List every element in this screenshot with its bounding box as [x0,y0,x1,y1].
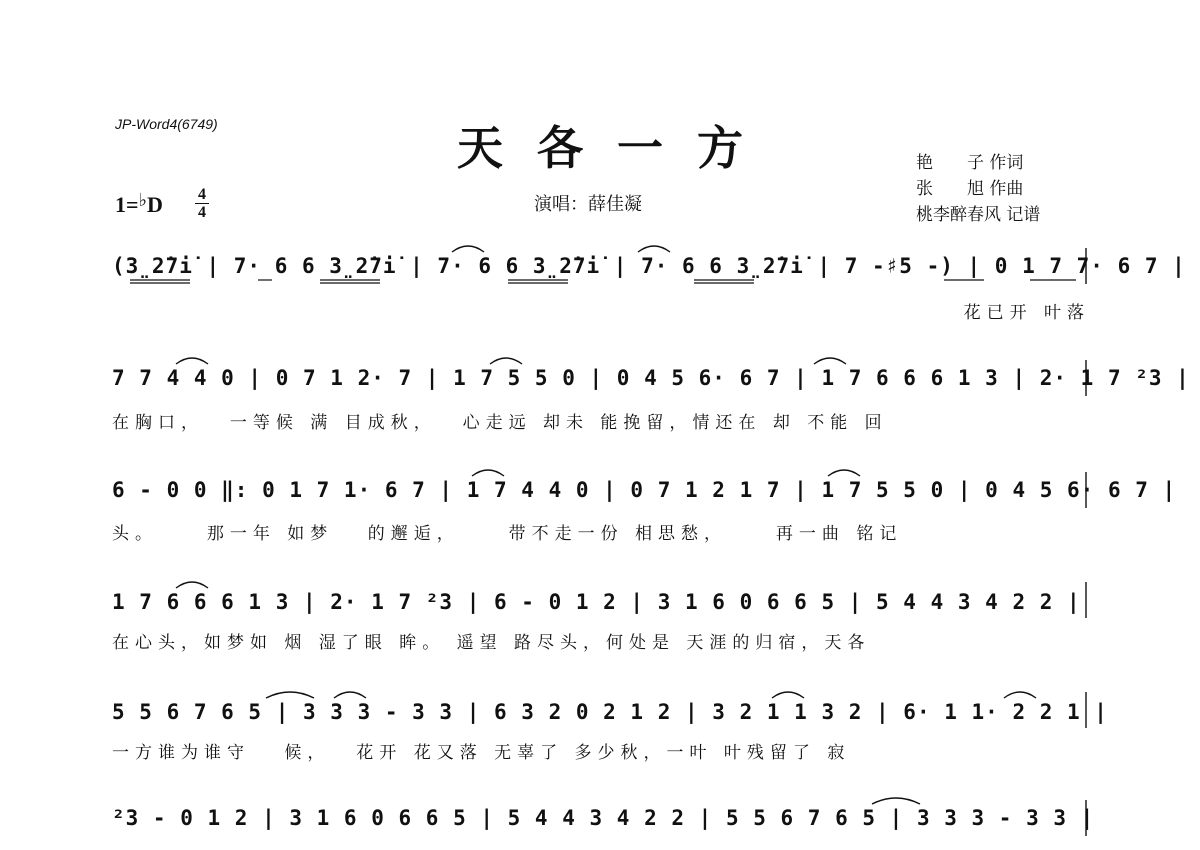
lyric-line-5: 一方谁为谁守 候， 花开 花又落 无辜了 多少秋，一叶 叶残留了 寂 [112,743,851,763]
singer-credit: 演唱：薛佳凝 [534,194,642,215]
song-title: 天各一方 [457,121,777,175]
lyric-line-4: 在心头，如梦如 烟 湿了眼 眸。 遥望 路尽头，何处是 天涯的归宿，天各 [112,633,871,653]
notation-line-6: ²3 - 0 1 2 | 3 1 6 0 6 6 5 | 5 4 4 3 4 2 2 | 5 5 6 7 6 5 | 3 3 3 - 3 3 | [112,806,1095,830]
notation-line-4: 1 7 6 6 6 1 3 | 2· 1 7 ²3 | 6 - 0 1 2 | 3 1 6 0 6 6 5 | 5 4 4 3 4 2 2 | [112,590,1081,614]
lyricist-credit: 艳 子 作词 [916,153,1024,173]
key-note: D [147,192,163,217]
lyric-line-3: 头。 那一年 如梦 的邂逅， 带不走一份 相思愁， 再一曲 铭记 [112,524,903,544]
notation-line-5: 5 5 6 7 6 5 | 3 3 3 - 3 3 | 6 3 2 0 2 1 2 | 3 2 1 1 3 2 | 6· 1 1· 2 2 1 | [112,700,1108,724]
notation-line-1: (3̤2̇7i̇ | 7· 6 6 3̤2̇7i̇ | 7· 6 6 3̤2̇7i̇ | 7· 6 6 3̤2̇7i̇ | 7 -♯5 -) | 0 1 7 7· 6 7 | [112,254,1186,278]
meter-top: 4 [198,186,206,203]
lyric-line-1: 花已开 叶落 [963,303,1090,323]
key-prefix: 1= [115,192,139,217]
meter-bottom: 4 [198,204,206,221]
flat-icon: ♭ [138,190,148,210]
composer-credit: 张 旭 作曲 [916,179,1024,199]
transcriber-credit: 桃李醉春风 记谱 [916,205,1041,225]
notation-line-3: 6 - 0 0 ‖: 0 1 7 1· 6 7 | 1 7 4 4 0 | 0 7 1 2 1 7 | 1 7 5 5 0 | 0 4 5 6· 6 7 | [112,478,1177,502]
notation-line-2: 7 7 4 4 0 | 0 7 1 2· 7 | 1 7 5 5 0 | 0 4 5 6· 6 7 | 1 7 6 6 6 1 3 | 2· 1 7 ²3 | [112,366,1190,390]
source-label: JP-Word4(6749) [115,116,218,132]
lyric-line-2: 在胸口， 一等候 满 目成秋， 心走远 却未 能挽留，情还在 却 不能 回 [112,413,888,433]
